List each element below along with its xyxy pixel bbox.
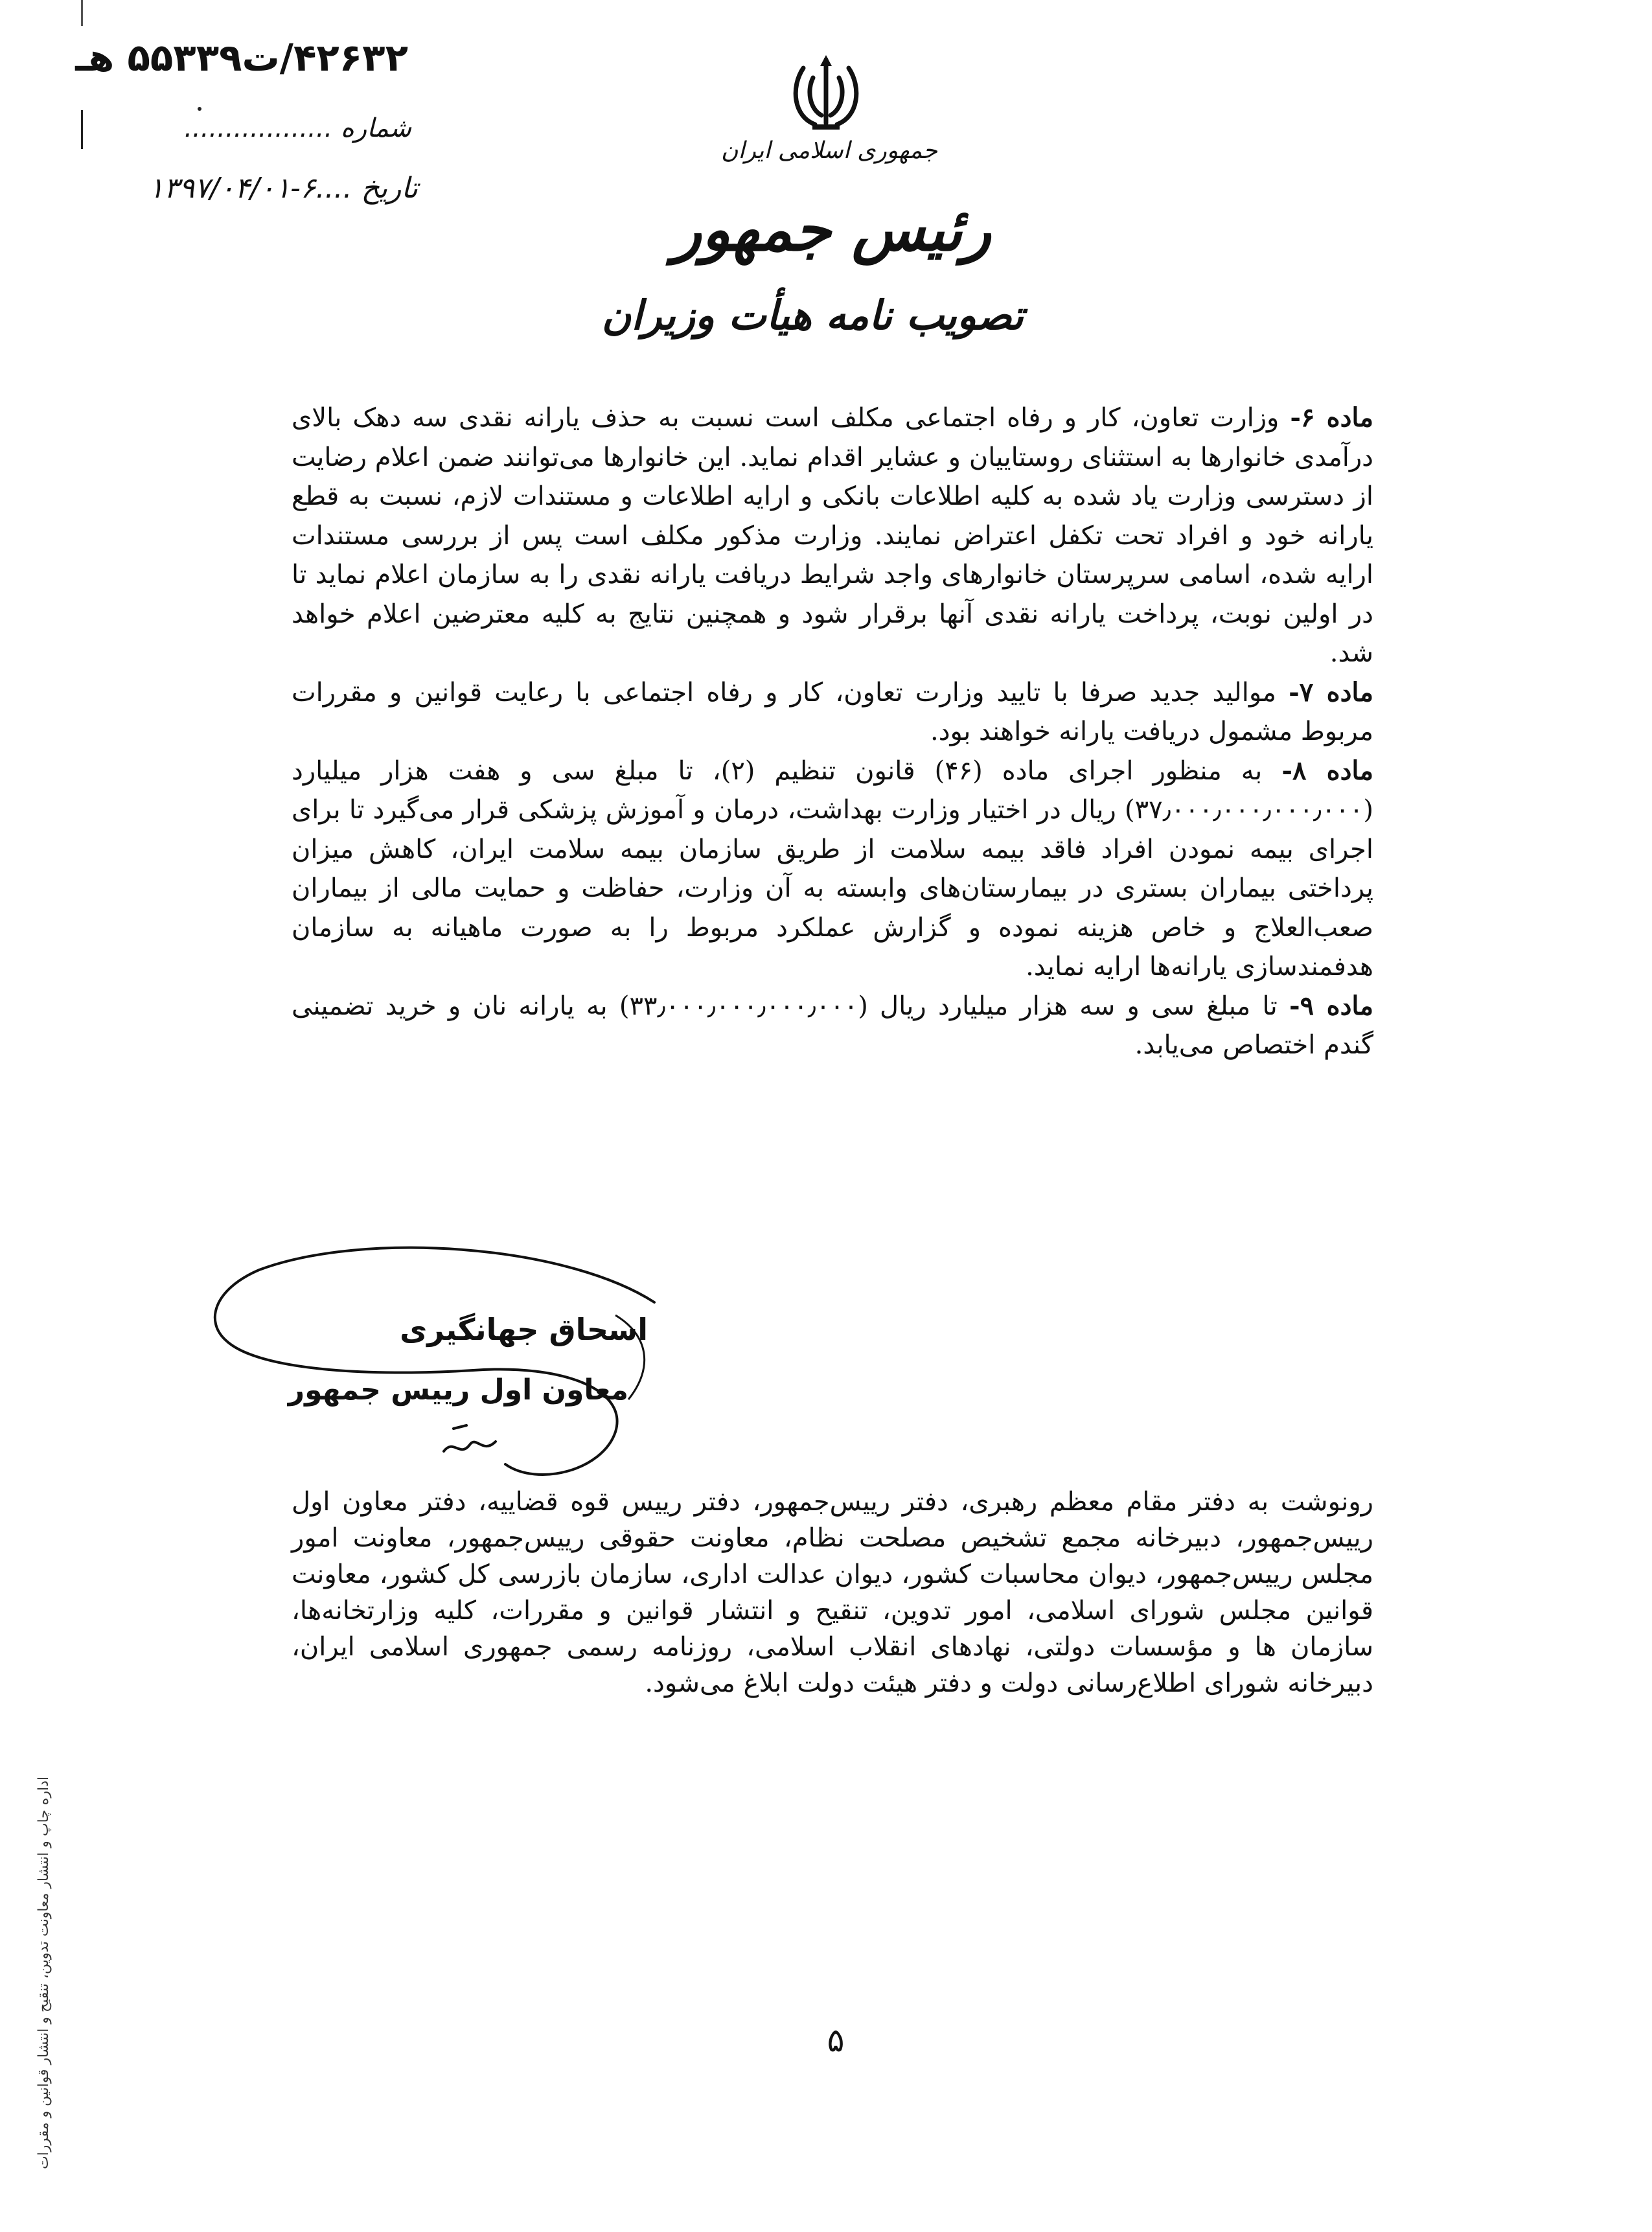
article-heading: ماده ۷- <box>1289 676 1374 708</box>
page-number: ۵ <box>827 2021 845 2059</box>
article-text: موالید جدید صرفا با تایید وزارت تعاون، کار و رفاه اجتماعی با رعایت قوانین و مقررات مربوط مشمول دریافت یارانه خواهند بود. <box>292 677 1373 746</box>
ink-dot <box>198 107 201 111</box>
country-title: جمهوری اسلامی ایران <box>721 137 937 164</box>
article-7 <box>292 673 1373 752</box>
article-9 <box>292 987 1373 1065</box>
article-heading: ماده ۹- <box>1289 990 1373 1021</box>
article-heading: ماده ۶- <box>1290 402 1373 433</box>
side-note: اداره چاپ و انتشار معاونت تدوین، تنقیح و انتشار قوانین و مقررات <box>36 1776 52 2170</box>
signer-title: معاون اول رییس جمهور <box>288 1374 628 1407</box>
decree-body <box>292 398 1373 1065</box>
article-6 <box>292 398 1373 673</box>
number-field: شماره .................. <box>184 113 411 143</box>
article-heading: ماده ۸- <box>1281 755 1374 786</box>
document-title: تصویب نامه هیأت وزیران <box>601 292 1024 339</box>
office-title: رئیس جمهور <box>672 194 991 264</box>
date-field: تاریخ ....۶-۱۳۹۷/۰۴/۰۱ <box>148 172 418 205</box>
national-emblem-icon <box>784 52 868 136</box>
margin-line <box>81 110 83 149</box>
reference-number: ۴۲۶۳۲/ت۵۵۳۳۹ هـ <box>75 36 408 80</box>
initials-scribble <box>441 1419 499 1464</box>
article-text: وزارت تعاون، کار و رفاه اجتماعی مکلف است نسبت به حذف یارانه نقدی سه دهک بالای درآمدی خانوارها به استثنای روستاییان و عشایر اقدام نماید. این خانوارها می‌توانند ضمن اعلام رضایت از دسترسی وزارت یاد شده به کلیه اطلاعات بانکی و ارایه اطلاعات و مستندات لازم، نسبت به قطع یارانه خود و افراد تحت تکفل اعتراض نمایند. وزارت مذکور مکلف است پس از بررسی مستندات ارایه شده، اسامی سرپرستان خانوارهای واجد شرایط دریافت یارانه نقدی را به سازمان اعلام نماید تا در اولین نوبت، پرداخت یارانه نقدی آنها برقرار شود و همچنین نتایج به کلیه معترضین اعلام خواهد شد. <box>292 403 1373 668</box>
article-8 <box>292 752 1373 987</box>
copies-distribution: رونوشت به دفتر مقام معظم رهبری، دفتر رییس‌جمهور، دفتر رییس قوه قضاییه، دفتر معاون اول رییس‌جمهور، دبیرخانه مجمع تشخیص مصلحت نظام، معاونت حقوقی رییس‌جمهور، معاونت امور مجلس رییس‌جمهور، دیوان محاسبات کشور، دیوان عدالت اداری، سازمان بازرسی کل کشور، معاونت قوانین مجلس شورای اسلامی، امور تدوین، تنقیح و انتشار قوانین و مقررات، کلیه وزارتخانه‌ها، سازمان ها و مؤسسات دولتی، نهادهای انقلاب اسلامی، روزنامه رسمی جمهوری اسلامی ایران، دبیرخانه شورای اطلاع‌رسانی دولت و دفتر هیئت دولت ابلاغ می‌شود. <box>292 1487 1374 1698</box>
margin-tick <box>81 0 83 26</box>
article-text: به منظور اجرای ماده (۴۶) قانون تنظیم (۲)، تا مبلغ سی و هفت هزار میلیارد (۳۷٫۰۰۰٫۰۰۰٫۰۰۰٫۰۰۰) ریال در اختیار وزارت بهداشت، درمان و آموزش پزشکی قرار می‌گیرد تا برای اجرای بیمه نمودن افراد فاقد بیمه سلامت از طریق سازمان بیمه سلامت ایران، کاهش میزان پرداختی بیماران بستری در بیمارستان‌های وابسته به آن وزارت، حفاظت و حمایت مالی از بیماران صعب‌العلاج و خاص هزینه نموده و گزارش عملکرد مربوط را به صورت ماهیانه به سازمان هدفمندسازی یارانه‌ها ارایه نماید. <box>292 755 1373 982</box>
signer-name: اسحاق جهانگیری <box>400 1312 648 1347</box>
article-text: تا مبلغ سی و سه هزار میلیارد ریال (۳۳٫۰۰۰٫۰۰۰٫۰۰۰٫۰۰۰) به یارانه نان و خرید تضمینی گندم اختصاص می‌یابد. <box>292 991 1373 1060</box>
